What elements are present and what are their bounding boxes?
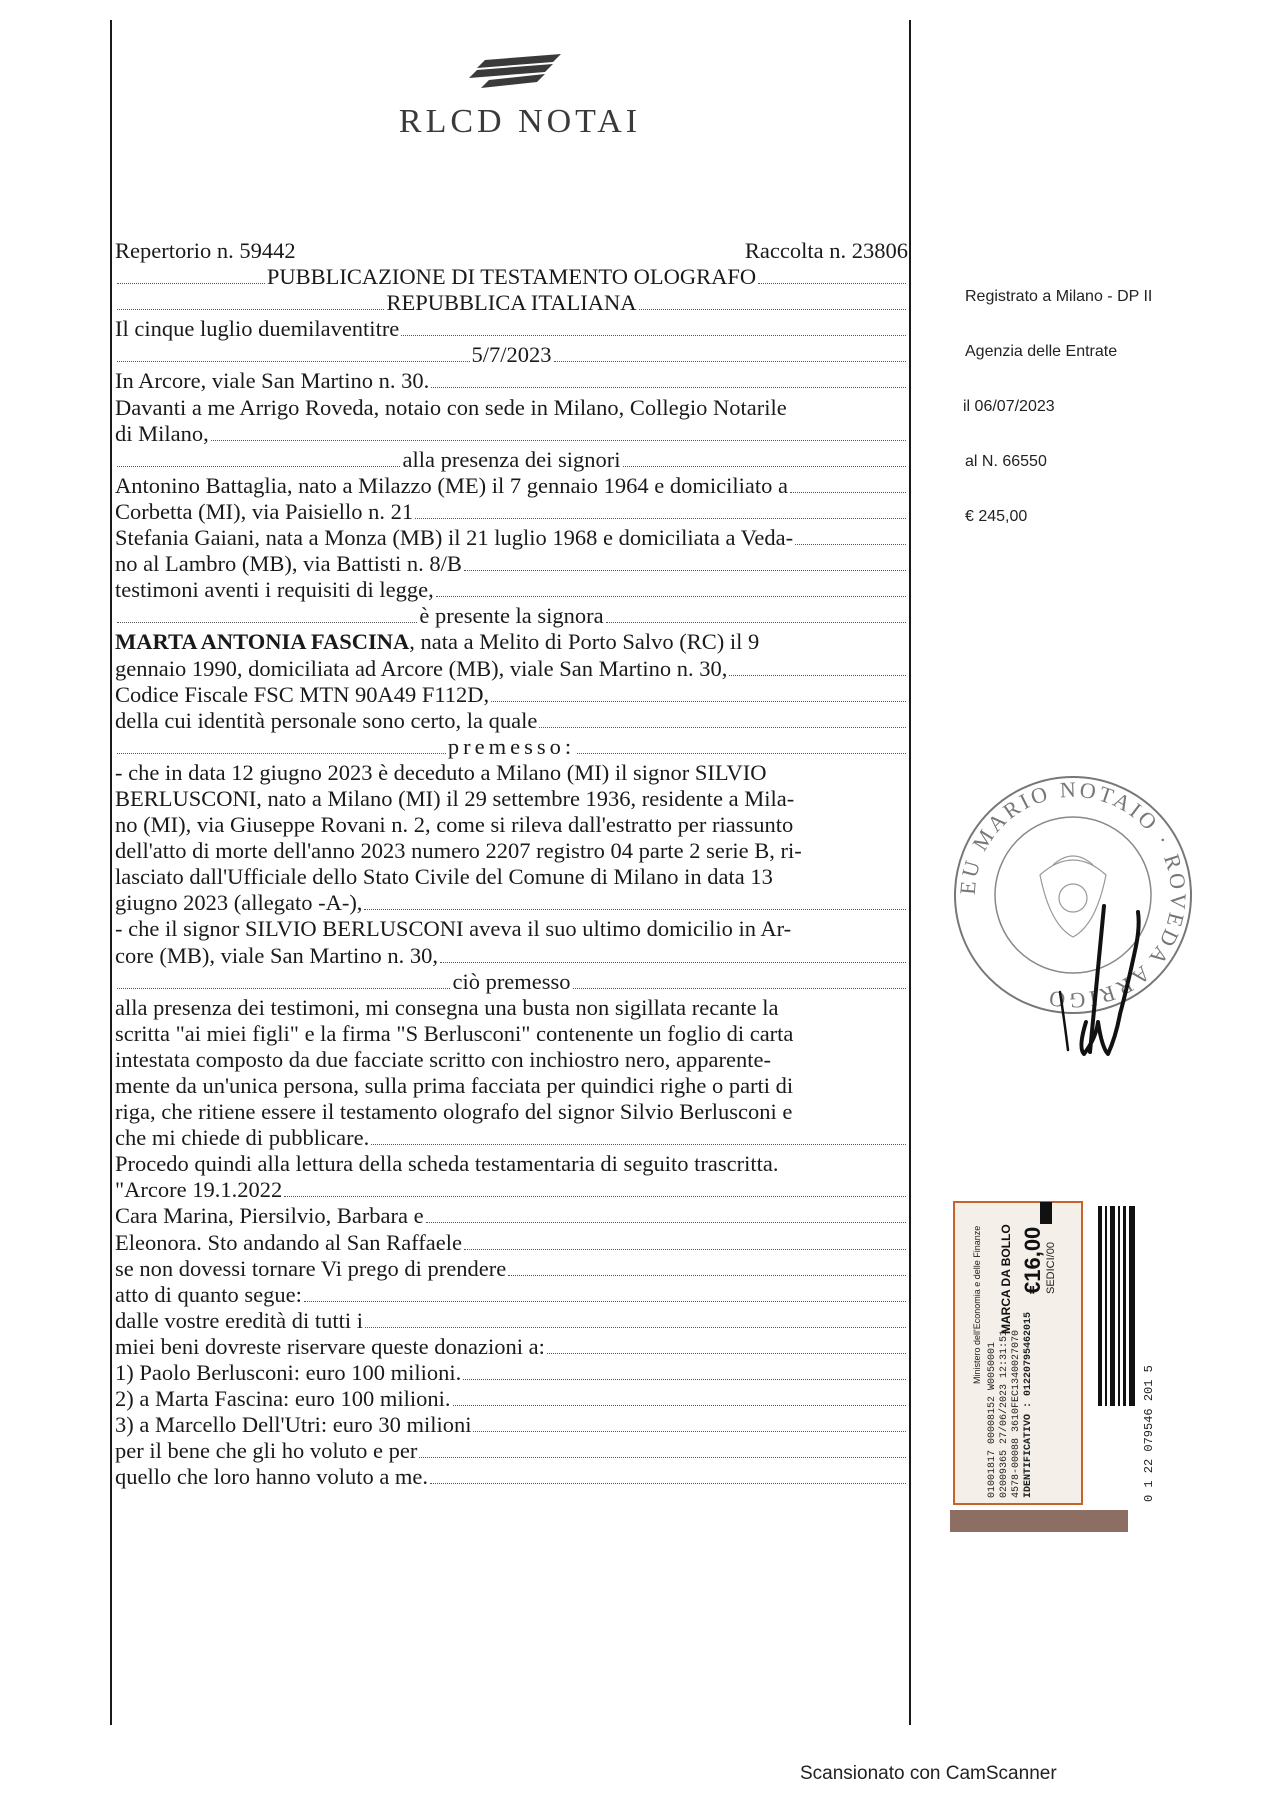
date-words: Il cinque luglio duemilaventitre <box>115 316 400 342</box>
registration-line-2: Agenzia delle Entrate <box>965 343 1118 360</box>
right-margin-line <box>909 20 911 1725</box>
will-line-3: Eleonora. Sto andando al San Raffaele <box>115 1229 462 1255</box>
scanner-watermark: Scansionato con CamScanner <box>800 1763 1057 1784</box>
present-line: è presente la signora <box>419 603 604 629</box>
raccolta-number: Raccolta n. 23806 <box>744 238 908 263</box>
will-line-8: 1) Paolo Berlusconi: euro 100 milioni. <box>115 1360 462 1386</box>
envelope-line-4: mente da un'unica persona, sulla prima facciata per quindici righe o parti di <box>115 1073 794 1098</box>
envelope-line-3: intestata composto da due facciate scritto con inchiostro nero, apparente- <box>115 1046 771 1072</box>
premise1-line-1: - che in data 12 giugno 2023 è deceduto a Milano (MI) il signor SILVIO <box>115 759 767 785</box>
will-line-4: se non dovessi tornare Vi prego di prendere <box>115 1255 507 1281</box>
will-line-12: quello che loro hanno voluto a me. <box>115 1464 429 1490</box>
witnesses-requirements: testimoni aventi i requisiti di legge, <box>115 577 434 603</box>
date-numeric: 5/7/2023 <box>471 342 552 368</box>
premise1-line-3: no (MI), via Giuseppe Rovani n. 2, come si rileva dall'estratto per riassunto <box>115 812 794 838</box>
registration-line-4: al N. 66550 <box>965 453 1047 470</box>
envelope-line-6: che mi chiede di pubblicare. <box>115 1125 370 1151</box>
logo-wordmark: RLCD NOTAI <box>398 103 642 140</box>
stamp-words: SEDICI/00 <box>1045 1242 1057 1294</box>
premise1-line-2: BERLUSCONI, nato a Milano (MI) il 29 settembre 1936, residente a Mila- <box>115 785 795 811</box>
will-line-9: 2) a Marta Fascina: euro 100 milioni. <box>115 1386 451 1412</box>
will-line-6: dalle vostre eredità di tutti i <box>115 1307 364 1333</box>
envelope-line-5: riga, che ritiene essere il testamento olografo del signor Silvio Berlusconi e <box>115 1099 793 1125</box>
will-line-11: per il bene che gli ho voluto e per <box>115 1438 418 1464</box>
fiscal-code: Codice Fiscale FSC MTN 90A49 F112D, <box>115 681 490 707</box>
will-line-5: atto di quanto segue: <box>115 1281 302 1307</box>
will-line-2: Cara Marina, Piersilvio, Barbara e <box>115 1203 424 1229</box>
fascina-line-2: gennaio 1990, domiciliata ad Arcore (MB), viale San Martino n. 30, <box>115 655 728 681</box>
notary-logo <box>380 50 660 141</box>
stamp-label: MARCA DA BOLLO <box>999 1224 1013 1334</box>
notary-signature <box>1040 900 1160 1060</box>
will-line-7: miei beni dovreste riservare queste donazioni a: <box>115 1333 545 1359</box>
premise1-line-6: giugno 2023 (allegato -A-), <box>115 890 363 916</box>
envelope-line-1: alla presenza dei testimoni, mi consegna una busta non sigillata recante la <box>115 994 779 1020</box>
stamp-code-2: 02009365 27/06/2023 12:31:51 <box>999 1329 1010 1498</box>
fascina-line-1: , nata a Melito di Porto Salvo (RC) il 9 <box>409 629 760 655</box>
premise2-line-1: - che il signor SILVIO BERLUSCONI aveva il suo ultimo domicilio in Ar- <box>115 916 792 942</box>
revenue-stamp <box>948 1198 1173 1533</box>
premise2-line-2: core (MB), viale San Martino n. 30, <box>115 942 439 968</box>
will-line-1: "Arcore 19.1.2022 <box>115 1177 283 1203</box>
notary-line-2: di Milano, <box>115 420 209 446</box>
stamp-ministry: Ministero dell'Economia e delle Finanze <box>972 1225 982 1384</box>
cio-premesso: ciò premesso <box>452 968 571 994</box>
premise1-line-4: dell'atto di morte dell'anno 2023 numero 2207 registro 04 parte 2 serie B, ri- <box>115 838 802 864</box>
registration-line-5: € 245,00 <box>965 508 1028 525</box>
stamp-barcode-digits: 0 1 22 079546 201 5 <box>1142 1365 1156 1502</box>
seal-text: EU MARIO NOTAIO · ROVEDA ARRIGO <box>954 776 1192 1014</box>
place-line: In Arcore, viale San Martino n. 30. <box>115 368 430 394</box>
stamp-code-3: 4578-00088 3610FEC1340027070 <box>1011 1329 1022 1498</box>
stamp-code-4: IDENTIFICATIVO : 01220795462015 <box>1023 1311 1034 1498</box>
left-margin-line <box>110 20 112 1725</box>
presence-line: alla presenza dei signori <box>402 446 621 472</box>
logo-stripes-icon <box>465 50 575 90</box>
witness2-line-2: no al Lambro (MB), via Battisti n. 8/B <box>115 551 462 577</box>
reading-line: Procedo quindi alla lettura della scheda testamentaria di seguito trascritta. <box>115 1151 779 1177</box>
notary-line-1: Davanti a me Arrigo Roveda, notaio con sede in Milano, Collegio Notarile <box>115 394 787 420</box>
witness1-line-2: Corbetta (MI), via Paisiello n. 21 <box>115 498 414 524</box>
identity-line: della cui identità personale sono certo, la quale <box>115 707 538 733</box>
witness2-line-1: Stefania Gaiani, nata a Monza (MB) il 21 luglio 1968 e domiciliata a Veda- <box>115 525 794 551</box>
premesso-heading: premesso: <box>447 733 576 759</box>
stamp-amount: €16,00 <box>1020 1226 1045 1294</box>
witness1-line-1: Antonino Battaglia, nato a Milazzo (ME) il 7 gennaio 1964 e domiciliato a <box>115 472 788 498</box>
registration-line-1: Registrato a Milano - DP II <box>965 288 1153 305</box>
repertorio-number: Repertorio n. 59442 <box>115 238 296 263</box>
stamp-code-1: 01001817 00008152 W0050001 <box>987 1341 998 1498</box>
deed-title: PUBBLICAZIONE DI TESTAMENTO OLOGRAFO <box>266 264 757 290</box>
registration-line-3: il 06/07/2023 <box>963 398 1055 415</box>
will-line-10: 3) a Marcello Dell'Utri: euro 30 milioni <box>115 1412 472 1438</box>
deed-body <box>115 238 908 1491</box>
premise1-line-5: lasciato dall'Ufficiale dello Stato Civile del Comune di Milano in data 13 <box>115 864 773 890</box>
registry-line <box>115 238 908 264</box>
fascina-name: MARTA ANTONIA FASCINA <box>115 629 410 655</box>
envelope-line-2: scritta "ai miei figli" e la firma "S Berlusconi" contenente un foglio di carta <box>115 1020 794 1046</box>
republic-heading: REPUBBLICA ITALIANA <box>386 290 637 316</box>
